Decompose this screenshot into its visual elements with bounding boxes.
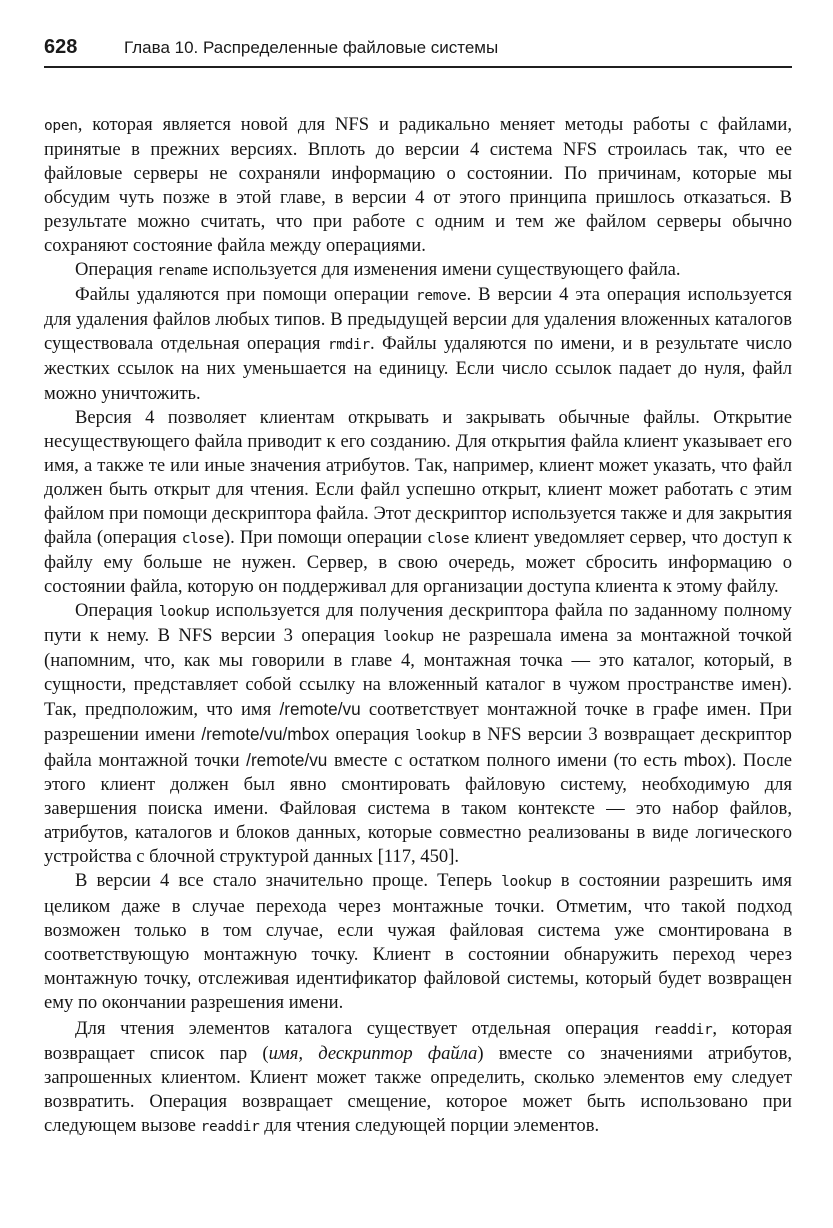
paragraph-lookup-operation (44, 599, 792, 870)
inline-code: lookup (415, 728, 466, 745)
chapter-title: Глава 10. Распределенные файловые системы (124, 38, 499, 57)
inline-code: open (44, 118, 78, 134)
inline-code: readdir (200, 1118, 260, 1135)
text-run: Операция (75, 599, 159, 621)
text-run: Для чтения элементов каталога существует отдельная операция (75, 1017, 654, 1039)
inline-path: /remote/vu (279, 699, 361, 720)
text-run: ). После этого клиент должен был явно смонтировать файловую систему, необходимую для завершения поиска имени. Файловая система в таком контексте — это набор файлов, атрибутов, каталогов и блоков данных, которые совместно реализованы в виде логического устройства с блочной структурой данных [117, 450]. (44, 750, 792, 868)
text-run: в NFS версии 3 возвращает дескриптор файла монтажной точки (44, 724, 792, 772)
inline-path: /remote/vu (246, 750, 328, 771)
text-run: , которая возвращает список пар ( (44, 1017, 792, 1064)
text-run: используется для получения дескриптора файла по заданному полному пути к нему. В NFS версии 3 операция (44, 599, 792, 646)
inline-path: /remote/vu/mbox (201, 724, 330, 745)
text-run: операция (329, 724, 416, 746)
inline-code: remove (415, 288, 467, 305)
paragraph-readdir-operation (44, 1017, 792, 1139)
paragraph-open-close-files (44, 406, 792, 599)
text-run: . Файлы удаляются по имени, и в результате число жестких ссылок на них уменьшается на единицу. Если число ссылок падает до нуля, файл можно уничтожить. (44, 333, 793, 404)
paragraph-open-operation (44, 113, 792, 258)
inline-code: rename (157, 263, 208, 280)
text-run: в состоянии разрешить имя целиком даже в случае перехода через монтажные точки. Отметим, что такой подход возможен только в том случае, если чужая файловая система уже смонтирована в соответствующую монтажную точку. Клиент в состоянии обнаружить переход через монтажную точку, отслеживая идентификатор файловой системы, который будет возвращен ему по окончании разрешения имени. (44, 870, 792, 1013)
text-run: Версия 4 позволяет клиентам открывать и закрывать обычные файлы. Открытие несуществующего файла приводит к его созданию. Для открытия файла клиент указывает его имя, а также те или иные значения атрибутов. Так, например, клиент может указать, что файл должен быть открыт для чтения. Если файл успешно открыт, клиент может работать с этим файлом при помощи дескриптора файла. Этот дескриптор используется также и для закрытия файла (операция (44, 406, 792, 548)
paragraph-remove-operation (44, 283, 792, 405)
text-run: , которая является новой для NFS и радикально меняет методы работы с файлами, принятые в прежних версиях. Вплоть до версии 4 система NFS строилась так, что ее файловые серверы не сохраняли информацию о состоянии. По причинам, которые мы обсудим чуть позже в этой главе, в версии 4 от этого принципа пришлось отказаться. В результате можно считать, что при работе с одним и тем же файлом серверы обычно сохраняют состояние файла между операциями. (44, 114, 792, 257)
text-run: В версии 4 все стало значительно проще. Теперь (75, 870, 502, 892)
page-number: 628 (44, 36, 78, 58)
text-run: используется для изменения имени существующего файла. (207, 259, 681, 281)
text-run: Файлы удаляются при помощи операции (75, 284, 416, 306)
inline-code: lookup (158, 603, 210, 620)
text-run: вместе с остатком полного имени (то есть (327, 750, 684, 772)
inline-code: lookup (383, 628, 434, 645)
text-run: ). При помощи операции (223, 526, 428, 548)
text-run: . В версии 4 эта операция используется для удаления файлов любых типов. В предыдущей версии для удаления вложенных каталогов существовала отдельная операция (44, 284, 792, 355)
text-run: для чтения следующей порции элементов. (259, 1114, 600, 1136)
paragraph-rename-operation (44, 258, 792, 283)
text-run: клиент уведомляет сервер, что доступ к файлу ему больше не нужен. Сервер, в свою очередь, может сбросить информацию о состоянии файла, которую он поддерживал для организации доступа клиента к этому файлу. (44, 526, 792, 597)
inline-code: rmdir (327, 337, 370, 354)
inline-code: readdir (653, 1021, 713, 1038)
body-text (44, 113, 792, 1139)
text-run: Операция (75, 259, 158, 281)
page-header (44, 36, 792, 68)
inline-code: close (427, 530, 470, 547)
text-run: ) вместе со значениями атрибутов, запрошенных клиентом. Клиент может также определить, сколько элементов ему следует возвратить. Операция возвращает смещение, которое может быть использовано при следующем вызове (44, 1042, 792, 1136)
inline-code: close (181, 530, 224, 547)
text-run: не разрешала имена за монтажной точкой (напомним, что, как мы говорили в главе 4, монтажная точка — это каталог, который, в сущности, представляет собой ссылку на вложенный каталог в чужом пространстве имен). Так, предположим, что имя (44, 624, 792, 721)
paragraph-version4-lookup (44, 869, 792, 1014)
italic-text: имя, дескриптор файла (268, 1042, 478, 1064)
inline-code: lookup (501, 874, 552, 891)
inline-path: mbox (683, 750, 726, 771)
text-run: соответствует монтажной точке в графе имен. При разрешении имени (44, 699, 793, 746)
